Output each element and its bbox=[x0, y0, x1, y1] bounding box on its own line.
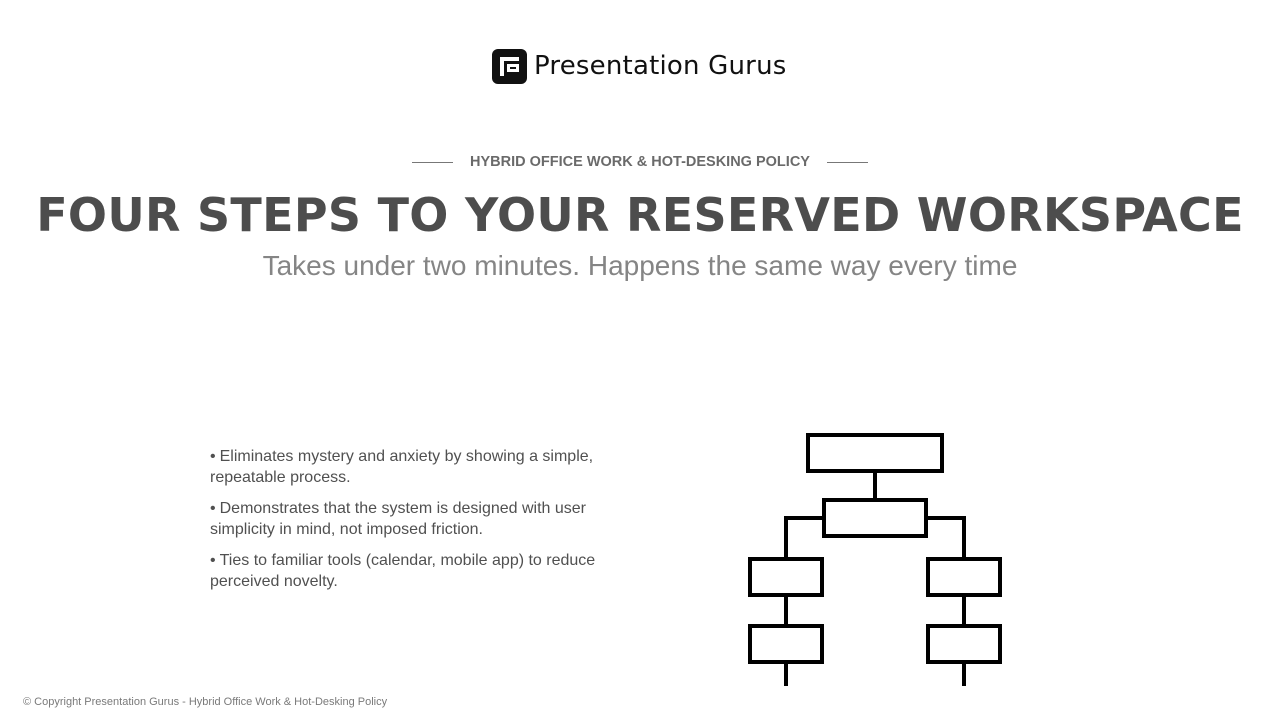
left-box-2 bbox=[750, 626, 822, 662]
bullet-list bbox=[210, 446, 602, 602]
slide-title: FOUR STEPS TO YOUR RESERVED WORKSPACE bbox=[36, 188, 1244, 242]
right-box-1 bbox=[928, 559, 1000, 595]
bullet-text: Ties to familiar tools (calendar, mobile app) to reduce perceived novelty. bbox=[210, 552, 596, 590]
top-box bbox=[808, 435, 942, 471]
pg-logo-icon bbox=[492, 49, 527, 84]
bullet-text: Demonstrates that the system is designed with user simplicity in mind, not imposed friction. bbox=[210, 500, 586, 538]
branch-left bbox=[786, 518, 824, 559]
bullet-marker: • bbox=[210, 552, 216, 569]
brand-name: Presentation Gurus bbox=[534, 51, 787, 81]
left-box-1 bbox=[750, 559, 822, 595]
eyebrow-rule-left bbox=[412, 162, 453, 163]
copyright-footer: © Copyright Presentation Gurus - Hybrid Office Work & Hot-Desking Policy bbox=[23, 696, 388, 708]
middle-box bbox=[824, 500, 926, 536]
eyebrow-text: HYBRID OFFICE WORK & HOT-DESKING POLICY bbox=[470, 154, 810, 170]
bullet-item bbox=[210, 550, 602, 592]
bullet-marker: • bbox=[210, 500, 216, 517]
slide-subtitle: Takes under two minutes. Happens the same way every time bbox=[262, 250, 1018, 281]
bullet-item bbox=[210, 446, 602, 488]
bullet-item bbox=[210, 498, 602, 540]
section-eyebrow bbox=[0, 152, 1280, 172]
branch-right bbox=[926, 518, 964, 559]
bullet-text: Eliminates mystery and anxiety by showing a simple, repeatable process. bbox=[210, 448, 594, 486]
right-box-2 bbox=[928, 626, 1000, 662]
bullet-marker: • bbox=[210, 448, 216, 465]
hierarchy-flowchart-icon bbox=[740, 426, 1010, 690]
eyebrow-rule-right bbox=[827, 162, 868, 163]
brand-logo bbox=[492, 48, 787, 84]
